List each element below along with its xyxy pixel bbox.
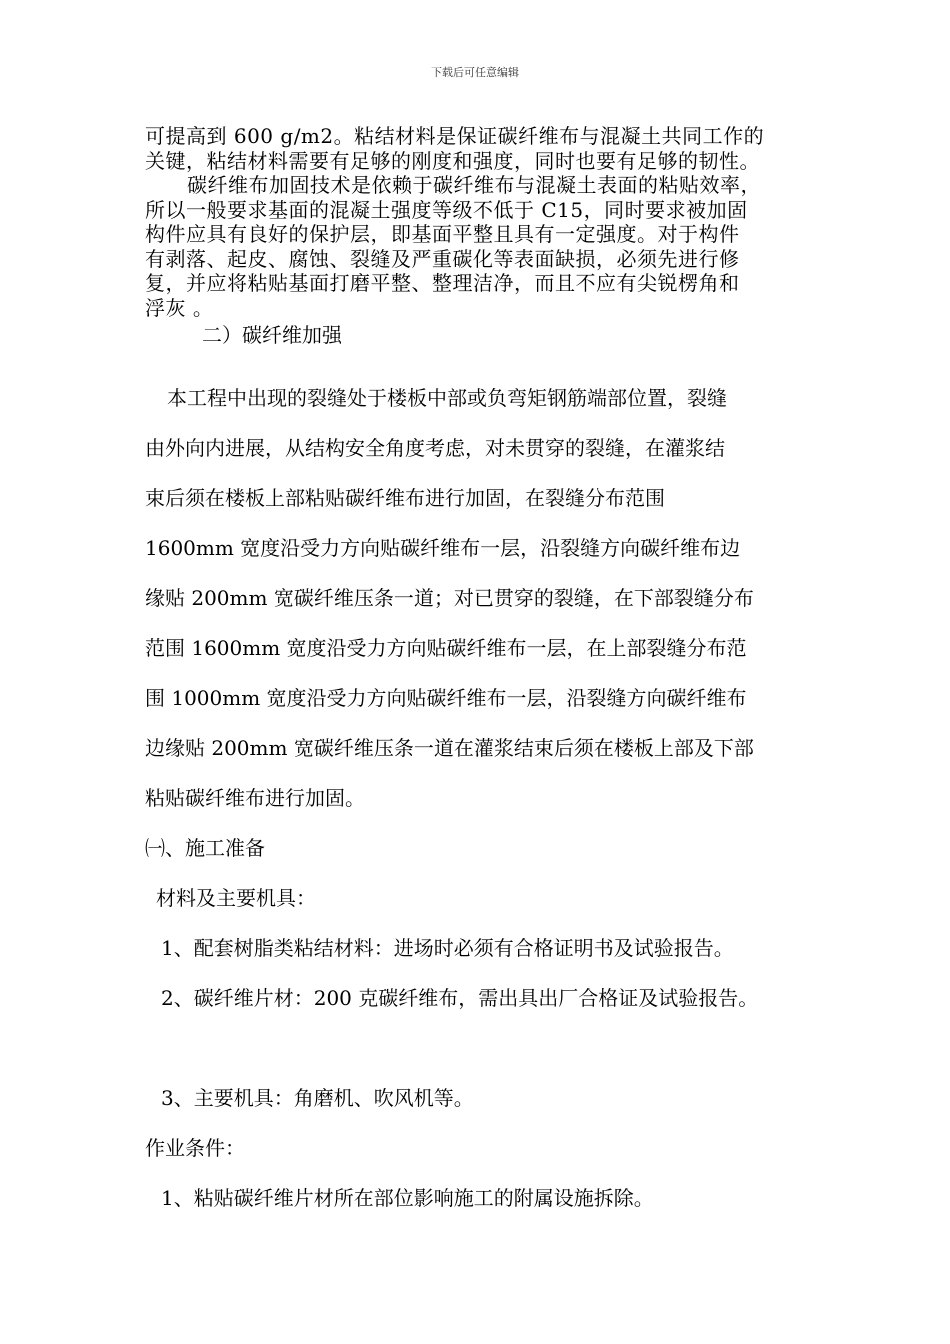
page-header-note: 下载后可任意编辑 (431, 66, 519, 79)
para3-line-3: 束后须在楼板上部粘贴碳纤维布进行加固，在裂缝分布范围 (145, 486, 665, 510)
blank-spacer (145, 1023, 820, 1073)
para1-line-2: 关键，粘结材料需要有足够的刚度和强度，同时也要有足够的韧性。 (145, 148, 760, 173)
wide-text-section (145, 373, 820, 1223)
para2-line-2: 所以一般要求基面的混凝土强度等级不低于 C15，同时要求被加固 (145, 197, 748, 222)
para3-line-4: 1600mm 宽度沿受力方向贴碳纤维布一层，沿裂缝方向碳纤维布边 (145, 536, 741, 560)
para3-line-9: 粘贴碳纤维布进行加固。 (145, 786, 365, 810)
compact-text-section (145, 124, 820, 320)
para2-line-1: 碳纤维布加固技术是依赖于碳纤维布与混凝土表面的粘贴效率， (187, 173, 761, 197)
para2-line-4: 有剥落、起皮、腐蚀、裂缝及严重碳化等表面缺损，必须先进行修 (145, 246, 740, 271)
para2-line-6: 浮灰 。 (145, 295, 214, 320)
para3-line-1: 本工程中出现的裂缝处于楼板中部或负弯矩钢筋端部位置，裂缝 (167, 386, 727, 410)
work-condition-item-1: 1、粘贴碳纤维片材所在部位影响施工的附属设施拆除。 (161, 1186, 654, 1210)
material-item-2: 2、碳纤维片材：200 克碳纤维布，需出具出厂合格证及试验报告。 (161, 986, 759, 1010)
material-item-3: 3、主要机具：角磨机、吹风机等。 (161, 1086, 474, 1110)
para3-line-8: 边缘贴 200mm 宽碳纤维压条一道在灌浆结束后须在楼板上部及下部 (145, 736, 754, 760)
materials-heading: 材料及主要机具： (156, 886, 316, 910)
para3-line-7: 围 1000mm 宽度沿受力方向贴碳纤维布一层，沿裂缝方向碳纤维布 (145, 686, 747, 710)
para2-line-5: 复，并应将粘贴基面打磨平整、整理洁净，而且不应有尖锐楞角和 (145, 271, 740, 295)
para1-line-1: 可提高到 600 g/m2。粘结材料是保证碳纤维布与混凝土共同工作的 (145, 124, 765, 148)
section-heading: 二）碳纤维加强 (202, 323, 342, 347)
material-item-1: 1、配套树脂类粘结材料：进场时必须有合格证明书及试验报告。 (161, 936, 734, 960)
para3-line-6: 范围 1600mm 宽度沿受力方向贴碳纤维布一层，在上部裂缝分布范 (145, 636, 747, 660)
construction-prep-heading: ㈠、施工准备 (145, 836, 265, 860)
para3-line-5: 缘贴 200mm 宽碳纤维压条一道；对已贯穿的裂缝，在下部裂缝分布 (145, 586, 754, 610)
para3-line-2: 由外向内进展，从结构安全角度考虑，对未贯穿的裂缝，在灌浆结 (145, 436, 725, 460)
work-conditions-heading: 作业条件： (145, 1136, 245, 1160)
para2-line-3: 构件应具有良好的保护层，即基面平整且具有一定强度。对于构件 (145, 222, 740, 246)
